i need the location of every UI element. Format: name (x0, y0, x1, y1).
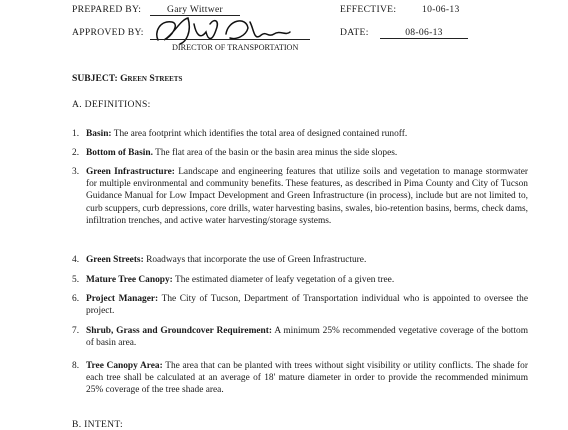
section-b-heading: B. INTENT: (72, 419, 124, 430)
date-value: 08-06-13 (405, 27, 443, 38)
definition-term: Tree Canopy Area: (86, 361, 163, 371)
prepared-by-label: PREPARED BY: (72, 4, 142, 15)
definition-number: 2. (72, 148, 80, 158)
definition-item (72, 325, 528, 351)
definition-number: 6. (72, 294, 80, 304)
definition-item (72, 166, 528, 244)
definition-number: 4. (72, 255, 80, 265)
definition-text: The area that can be planted with trees without sight visibility or utility conflicts. The shade for each tree shall be calculated at an average of 18' mature diameter in order to provide the recommended minimum 25% coverage of the tree shade area. (86, 361, 528, 396)
prepared-by-name: Gary Wittwer (166, 4, 224, 15)
definition-item (72, 254, 528, 267)
definition-number: 1. (72, 129, 80, 139)
definition-number: 3. (72, 167, 80, 177)
definition-term: Shrub, Grass and Groundcover Requirement: (86, 326, 273, 336)
definition-item (72, 274, 528, 287)
approved-by-label: APPROVED BY: (72, 27, 144, 38)
definition-term: Project Manager: (86, 294, 159, 304)
definition-term: Bottom of Basin. (86, 148, 153, 158)
subject-label: SUBJECT: (72, 73, 118, 84)
definition-text: A minimum 25% recommended vegetative coverage of the bottom of basin area. (86, 326, 528, 349)
approver-title: DIRECTOR OF TRANSPORTATION (172, 43, 299, 52)
definition-term: Basin: (86, 129, 112, 139)
definition-text: Roadways that incorporate the use of Green Infrastructure. (146, 255, 367, 265)
subject-line (72, 73, 182, 84)
date-label: DATE: (340, 27, 369, 38)
subject-value: Green Streets (120, 73, 183, 84)
definition-text: The area footprint which identifies the total area of designed contained runoff. (113, 129, 408, 139)
effective-label: EFFECTIVE: (340, 4, 397, 15)
definition-text: The estimated diameter of leafy vegetation of a given tree. (174, 275, 395, 285)
signature-line (150, 39, 310, 40)
definition-number: 7. (72, 326, 80, 336)
definition-item (72, 360, 528, 398)
definition-text: The flat area of the basin or the basin area minus the side slopes. (155, 148, 398, 158)
definition-text: Landscape and engineering features that utilize soils and vegetation to manage stormwater for multiple environmental and community benefits. These features, as described in Pima County and City of Tucson Guidance Manual for Low Impact Development and Green Infrastructure (in process), include but are not limited to, curb scuppers, curb depressions, core drills, water harvesting basins, swales, bio-retention basins, berms, check dams, infiltration trenches, and active water harvesting/storage systems. (86, 167, 529, 226)
definition-text: The City of Tucson, Department of Transportation individual who is appointed to oversee the project. (86, 294, 528, 317)
definition-item (72, 147, 528, 160)
definition-term: Green Streets: (86, 255, 144, 265)
section-a-heading: A. DEFINITIONS: (72, 99, 151, 110)
definition-item (72, 128, 528, 141)
definition-term: Green Infrastructure: (86, 167, 175, 177)
definition-item (72, 293, 528, 319)
definition-number: 5. (72, 275, 80, 285)
effective-date: 10-06-13 (422, 4, 460, 15)
definition-term: Mature Tree Canopy: (86, 275, 173, 285)
definition-number: 8. (72, 361, 80, 371)
date-field (380, 27, 468, 39)
